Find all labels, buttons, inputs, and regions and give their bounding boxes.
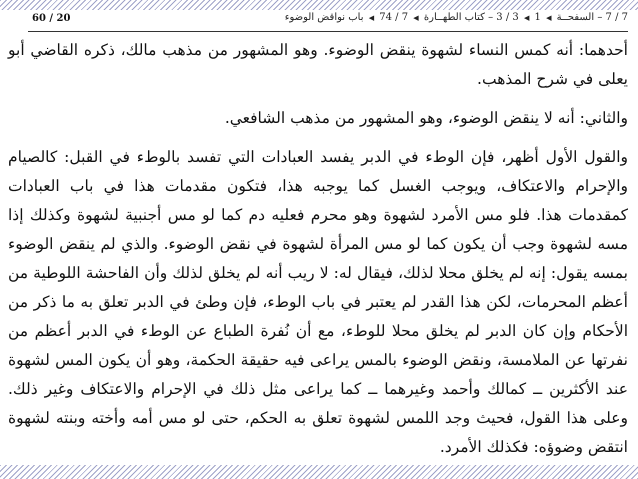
paragraph-1: أحدهما: أنه كمس النساء لشهوة ينقض الوضوء. وهو المشهور من مذهب مالك، ذكره القاضي أبو يعلى في شرح المذهب. [8, 41, 628, 88]
paragraph-3: والقول الأول أظهر، فإن الوطء في الدبر يفسد العبادات التي تفسد بالوطء في القبل: كالصيام والإحرام والاعتكاف، ويوجب الغسل كما يوجبه هذا، فتكون مقدمات هذا في باب العبادات كمقدمات هذا. فلو مس الأمرد لشهوة وهو محرم فعليه دم كما لو مس أجنبية لشهوة وكذلك إذا مسه لشهوة وجب أن يكون كما لو مس المرأة لشهوة في نقض الوضوء. والذي لم ينقض الوضوء بمسه يقول: إنه لم يخلق محلا لذلك، فيقال له: لا ريب أنه لم يخلق لذلك وأن الفاحشة اللوطية من أعظم المحرمات، لكن هذا القدر لم يعتبر في باب الوطء، فإن وطئ في الدبر تعلق به ما ذكر من الأحكام وإن كان الدبر لم يخلق محلا للوطء، مع أن نُفرة الطباع عن الوطء في الدبر أعظم من نفرتها عن الملامسة، ونقض الوضوء بالمس يراعى فيه حقيقة الحكمة، وهو أن يكون المس لشهوة عند الأكثرين ــ كمالك وأحمد وغيرهما ــ كما يراعى مثل ذلك في الإحرام والاعتكاف وغير ذلك. وعلى هذا القول، فحيث وجد اللمس لشهوة تعلق به الحكم، حتى لو مس أمه وأخته وبنته لشهوة انتقض وضوؤه: فكذلك الأمرد. [8, 148, 628, 456]
document-body [8, 36, 628, 462]
breadcrumb [285, 12, 628, 23]
breadcrumb-arrow-icon: ◀ [413, 14, 419, 22]
page-counter: 60 / 20 [32, 13, 71, 24]
breadcrumb-part[interactable]: 1 [534, 12, 541, 23]
breadcrumb-arrow-icon: ◀ [368, 14, 375, 22]
bottom-hatch-border [0, 465, 638, 479]
breadcrumb-section[interactable]: 3 / 3 – كتاب الطهــارة [423, 12, 519, 23]
paragraph-2: والثاني: أنه لا ينقض الوضوء، وهو المشهور من مذهب الشافعي. [224, 109, 628, 127]
breadcrumb-dash-label: – السفحــة [556, 12, 603, 23]
breadcrumb-volume[interactable]: 7 / 7 [605, 12, 628, 23]
breadcrumb-arrow-icon: ◀ [546, 14, 552, 22]
top-hatch-border [0, 0, 638, 10]
breadcrumb-arrow-icon: ◀ [523, 14, 530, 22]
header-divider [28, 31, 628, 32]
page-header [18, 11, 628, 27]
breadcrumb-page[interactable]: 7 / 74 [379, 12, 409, 23]
breadcrumb-chapter[interactable]: باب نواقض الوضوء [284, 12, 364, 23]
